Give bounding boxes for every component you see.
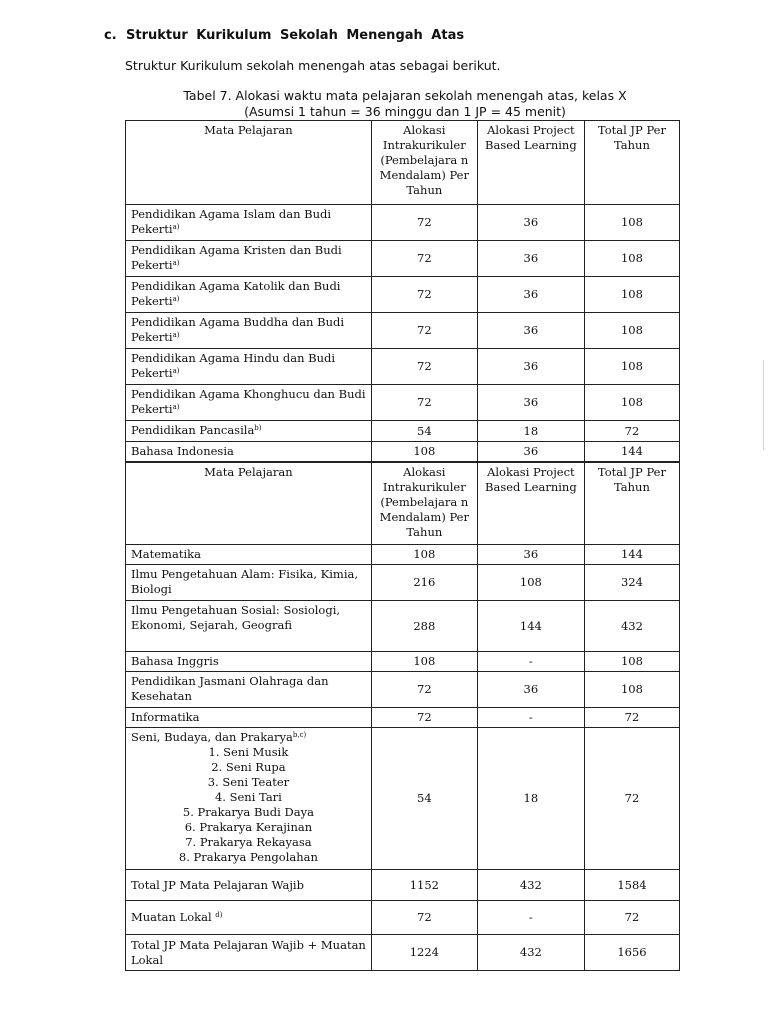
table-row [126,277,680,313]
table-row [126,601,680,652]
intra-cell: 72 [371,708,477,728]
total-cell: 144 [584,442,679,462]
subject-cell [126,277,372,313]
project-cell: 36 [477,545,584,565]
intra-cell: 288 [371,601,477,652]
total-cell: 144 [584,545,679,565]
project-cell: 108 [477,565,584,601]
subject-name: Total JP Mata Pelajaran Wajib [131,877,304,892]
total-cell: 432 [584,601,679,652]
header-project: Alokasi Project Based Learning [477,121,584,205]
table-row [126,565,680,601]
total-cell: 108 [584,652,679,672]
footnote-mark: a) [172,259,180,267]
footnote-mark: d) [215,911,223,919]
list-item: 3. Seni Teater [207,775,290,789]
project-cell: 36 [477,241,584,277]
footnote-mark: b) [254,424,262,432]
project-cell: - [477,901,584,935]
header-subject: Mata Pelajaran [126,121,372,205]
table-row-muatan-lokal [126,901,680,935]
list-item: 2. Seni Rupa [211,760,286,774]
subject-name: Pendidikan Agama Katolik dan Budi Pekerti [131,279,341,308]
subject-cell [126,935,372,971]
list-item: 5. Prakarya Budi Daya [182,805,314,819]
table-row [126,385,680,421]
subject-cell [126,545,372,565]
intra-cell: 216 [371,565,477,601]
table-row [126,652,680,672]
intra-cell: 72 [371,205,477,241]
subject-cell [126,442,372,462]
header-total: Total JP Per Tahun [584,121,679,205]
list-item: 8. Prakarya Pengolahan [178,850,318,864]
total-cell: 1584 [584,870,679,901]
total-cell: 324 [584,565,679,601]
intra-cell: 72 [371,385,477,421]
subject-cell [126,901,372,935]
footnote-mark: a) [172,223,180,231]
footnote-mark: a) [172,295,180,303]
subject-cell [126,205,372,241]
total-cell: 108 [584,277,679,313]
total-cell: 108 [584,672,679,708]
section-intro: Struktur Kurikulum sekolah menengah atas sebagai berikut. [125,58,501,73]
total-cell: 1656 [584,935,679,971]
project-cell: 18 [477,421,584,442]
section-heading [104,28,464,43]
project-cell: 432 [477,870,584,901]
total-cell: 72 [584,708,679,728]
header-intrakurikuler: Alokasi Intrakurikuler (Pembelajara n Mendalam) Per Tahun [371,463,477,545]
table-row [126,545,680,565]
table-row [126,241,680,277]
intra-cell: 72 [371,901,477,935]
intra-cell: 108 [371,545,477,565]
total-cell: 108 [584,205,679,241]
subject-name: Pendidikan Agama Islam dan Budi Pekerti [131,207,332,236]
project-cell: 18 [477,728,584,870]
list-item: 7. Prakarya Rekayasa [185,835,312,849]
intra-cell: 54 [371,728,477,870]
project-cell: 36 [477,205,584,241]
subject-name: Pendidikan Agama Hindu dan Budi Pekerti [131,351,336,380]
subject-cell [126,241,372,277]
project-cell: 36 [477,672,584,708]
table-row [126,708,680,728]
table-row-arts [126,728,680,870]
subject-name: Ilmu Pengetahuan Alam: Fisika, Kimia, Biologi [131,567,359,596]
intra-cell: 72 [371,313,477,349]
project-cell: 36 [477,277,584,313]
subject-cell [126,728,372,870]
subject-name: Pendidikan Agama Khonghucu dan Budi Pekerti [131,387,366,416]
total-cell: 108 [584,313,679,349]
table-row [126,442,680,462]
table-caption [125,88,685,120]
subject-name: Bahasa Inggris [131,654,219,668]
subject-cell [126,870,372,901]
subject-cell [126,601,372,652]
footnote-mark: a) [172,367,180,375]
list-item: 4. Seni Tari [214,790,282,804]
subject-name: Informatika [131,710,200,724]
footnote-mark: a) [172,331,180,339]
project-cell: - [477,708,584,728]
intra-cell: 108 [371,652,477,672]
subject-name: Pendidikan Agama Buddha dan Budi Pekerti [131,315,345,344]
section-letter: c. [104,28,117,43]
section-title: Struktur Kurikulum Sekolah Menengah Atas [126,28,465,43]
caption-assumption: (Asumsi 1 tahun = 36 minggu dan 1 JP = 45 menit) [244,104,566,119]
total-cell: 108 [584,241,679,277]
project-cell: 432 [477,935,584,971]
subject-cell [126,421,372,442]
subject-name: Pendidikan Pancasila [131,423,255,437]
table-row [126,672,680,708]
allocation-table-part-1 [125,120,680,462]
table-row [126,205,680,241]
table-header-row [126,121,680,205]
table-row-grand-total [126,935,680,971]
page-edge-divider [763,360,764,450]
subject-name: Matematika [131,547,201,561]
header-intrakurikuler: Alokasi Intrakurikuler (Pembelajara n Mendalam) Per Tahun [371,121,477,205]
project-cell: 144 [477,601,584,652]
subject-cell [126,349,372,385]
table-row-total-wajib [126,870,680,901]
intra-cell: 1224 [371,935,477,971]
footnote-mark: b,c) [292,731,307,739]
header-project: Alokasi Project Based Learning [477,463,584,545]
subject-name: Total JP Mata Pelajaran Wajib + Muatan Lokal [131,937,366,967]
project-cell: 36 [477,385,584,421]
subject-cell [126,652,372,672]
subject-name: Seni, Budaya, dan Prakarya [131,730,293,744]
header-total: Total JP Per Tahun [584,463,679,545]
total-cell: 108 [584,349,679,385]
total-cell: 72 [584,901,679,935]
list-item: 6. Prakarya Kerajinan [184,820,313,834]
header-subject: Mata Pelajaran [126,463,372,545]
table-row [126,313,680,349]
subject-name: Bahasa Indonesia [131,444,234,458]
subject-name: Pendidikan Jasmani Olahraga dan Kesehatan [131,674,329,703]
subject-name: Muatan Lokal [131,910,212,924]
caption-title: Tabel 7. Alokasi waktu mata pelajaran sekolah menengah atas, kelas X [183,88,627,103]
total-cell: 72 [584,728,679,870]
intra-cell: 72 [371,672,477,708]
table-row [126,421,680,442]
intra-cell: 1152 [371,870,477,901]
footnote-mark: a) [172,403,180,411]
total-cell: 72 [584,421,679,442]
arts-sublist [131,745,366,865]
intra-cell: 108 [371,442,477,462]
total-cell: 108 [584,385,679,421]
table-row [126,349,680,385]
intra-cell: 72 [371,277,477,313]
subject-name: Pendidikan Agama Kristen dan Budi Pekerti [131,243,342,272]
project-cell: 36 [477,442,584,462]
subject-cell [126,385,372,421]
list-item: 1. Seni Musik [208,745,289,759]
project-cell: 36 [477,349,584,385]
subject-cell [126,672,372,708]
subject-name: Ilmu Pengetahuan Sosial: Sosiologi, Ekonomi, Sejarah, Geografi [131,603,341,632]
allocation-table-part-2 [125,462,680,971]
subject-cell [126,708,372,728]
subject-cell [126,565,372,601]
intra-cell: 72 [371,349,477,385]
subject-cell [126,313,372,349]
project-cell: 36 [477,313,584,349]
intra-cell: 72 [371,241,477,277]
intra-cell: 54 [371,421,477,442]
project-cell: - [477,652,584,672]
table-header-row [126,463,680,545]
